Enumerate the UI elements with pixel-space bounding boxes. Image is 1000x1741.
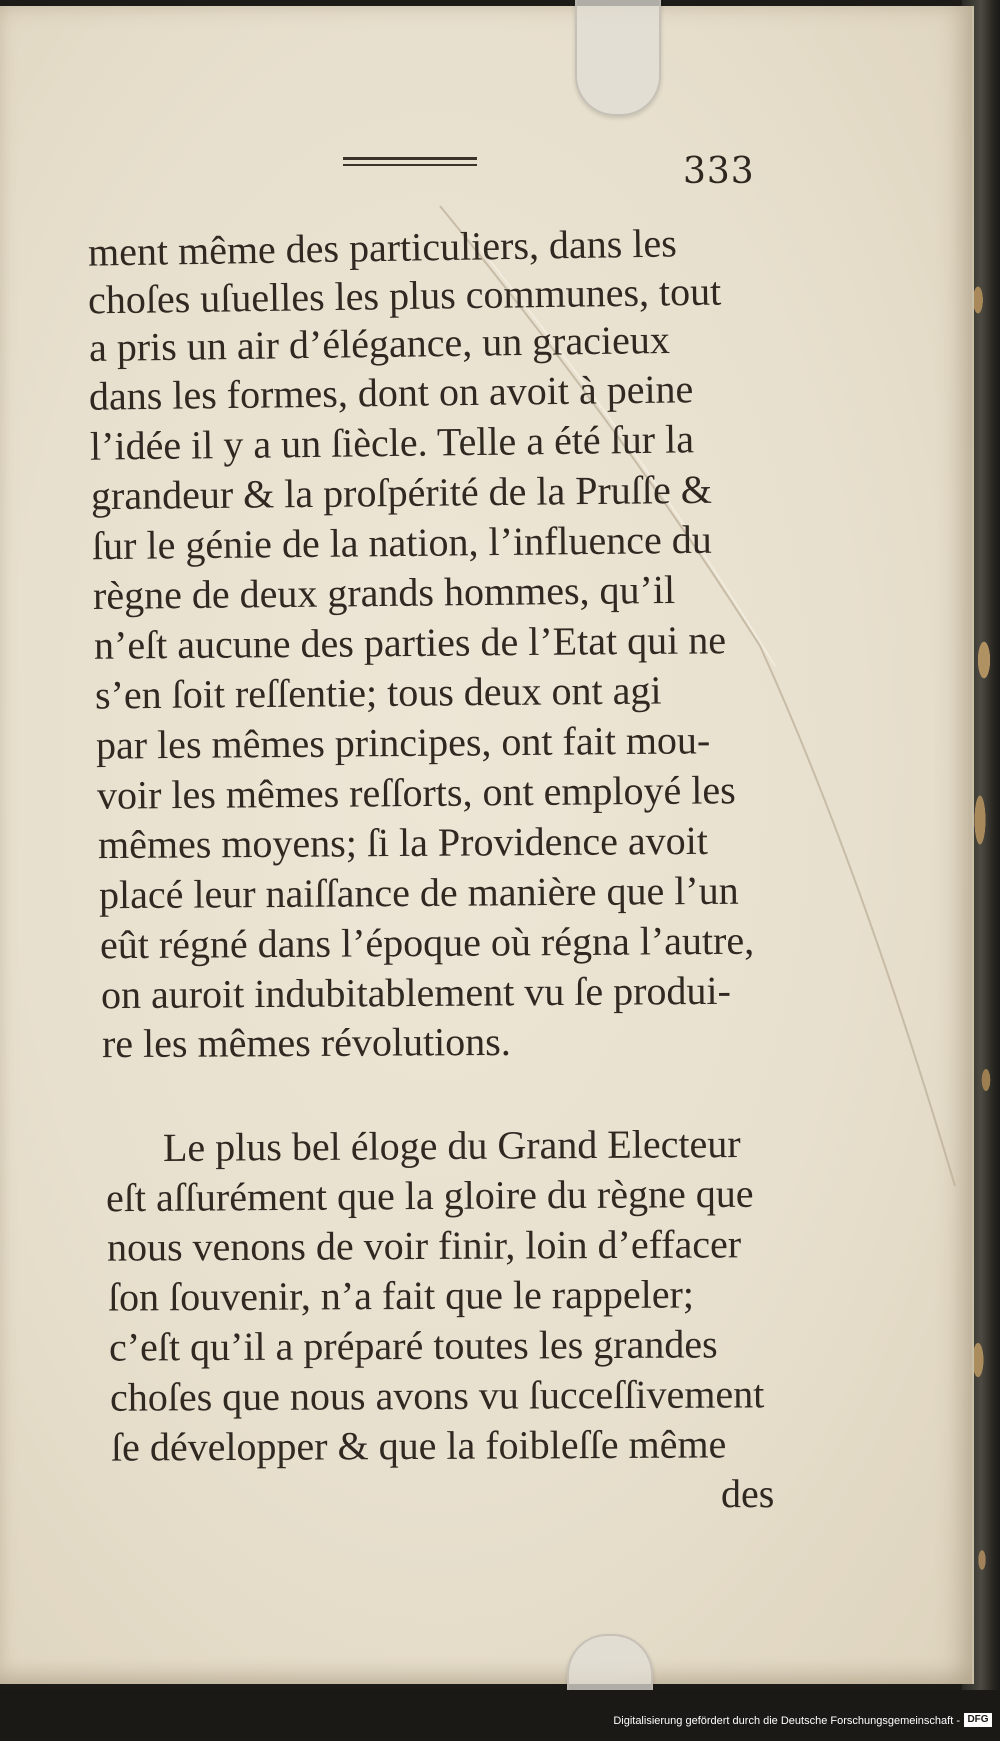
page-clip-top: [575, 0, 661, 116]
text-line: ment même des particuliers, dans les: [87, 220, 678, 275]
text-line: a pris un air d’élégance, un gracieux: [88, 316, 671, 371]
text-line: mêmes moyens; ſi la Providence avoit: [97, 817, 709, 868]
body-text: [0, 6, 972, 1684]
page-number: 333: [683, 151, 755, 192]
paper-page: [0, 6, 974, 1684]
text-line: eſt aſſurément que la gloire du règne que: [105, 1170, 754, 1221]
text-line: eût régné dans l’époque où régna l’autre,: [99, 917, 755, 968]
text-line: c’eſt qu’il a préparé toutes les grandes: [108, 1321, 718, 1370]
text-line: ſon ſouvenir, n’a fait que le rappeler;: [107, 1271, 695, 1320]
text-line: placé leur naiſſance de manière que l’un: [98, 867, 739, 918]
text-line: voir les mêmes reſſorts, ont employé les: [96, 767, 736, 818]
text-line: ſe développer & que la foibleſſe même: [110, 1421, 727, 1470]
text-line: nous venons de voir finir, loin d’effacer: [106, 1221, 742, 1270]
text-line: choſes que nous avons vu ſucceſſivement: [109, 1371, 765, 1420]
catchword: des: [721, 1471, 775, 1516]
text-line: choſes uſuelles les plus communes, tout: [87, 268, 722, 323]
text-line: grandeur & la proſpérité de la Pruſſe &: [90, 466, 713, 519]
dfg-logo: DFG: [964, 1713, 992, 1727]
text-line: dans les formes, dont on avoit à peine: [88, 366, 694, 419]
text-line: s’en ſoit reſſentie; tous deux ont agi: [94, 667, 662, 718]
text-line: re les mêmes révolutions.: [101, 1018, 511, 1067]
text-line: on auroit indubitablement vu ſe produi-: [100, 967, 732, 1018]
text-line: Le plus bel éloge du Grand Electeur: [162, 1120, 741, 1171]
digitization-credit: Digitalisierung gefördert durch die Deutsche Forschungsgemeinschaft -: [613, 1715, 960, 1727]
text-line: n’eſt aucune des parties de l’Etat qui ne: [93, 617, 727, 668]
text-line: par les mêmes principes, ont fait mou-: [95, 717, 711, 768]
text-line: l’idée il y a un ſiècle. Telle a été ſur la: [89, 416, 695, 469]
text-line: ſur le génie de la nation, l’influence du: [91, 516, 712, 569]
text-line: règne de deux grands hommes, qu’il: [92, 566, 676, 619]
